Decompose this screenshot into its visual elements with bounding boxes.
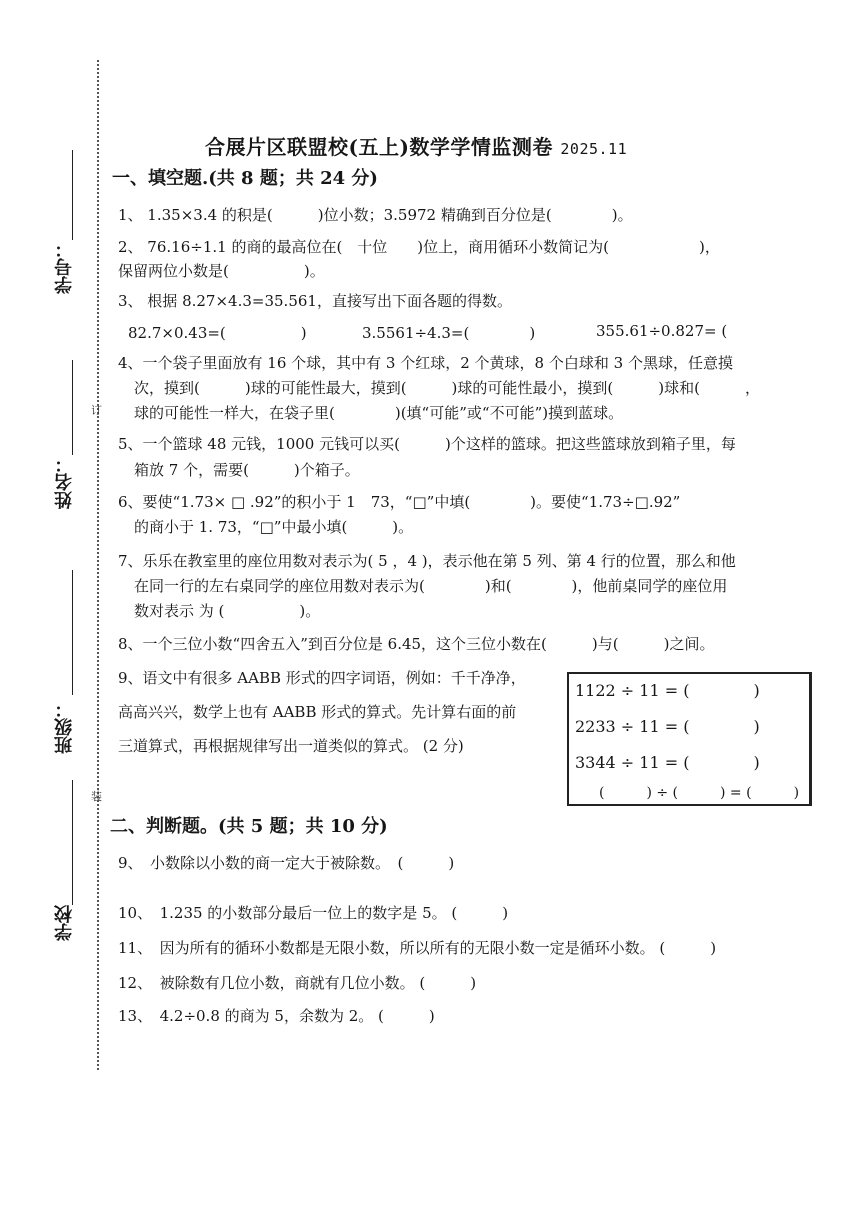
- class-line: [72, 570, 73, 695]
- equation-2: 2233 ÷ 11 = ( ): [575, 717, 760, 736]
- equation-box: [567, 672, 812, 806]
- judge-question-13: 13、 4.2÷0.8 的商为 5，余数为 2。 ( ): [118, 1007, 435, 1025]
- page-title: [205, 131, 627, 160]
- equation-3: 3344 ÷ 11 = ( ): [575, 753, 760, 772]
- judge-question-12: 12、 被除数有几位小数，商就有几位小数。 ( ): [118, 974, 477, 992]
- question-3-c: 355.61÷0.827= (: [596, 322, 728, 340]
- question-8: 8、一个三位小数“四舍五入”到百分位是 6.45，这个三位小数在( )与( )之间。: [118, 635, 715, 653]
- section-2-header: 二、判断题。(共 5 题；共 10 分): [110, 816, 388, 837]
- question-3-a: 82.7×0.43=( ): [128, 324, 307, 342]
- question-9-line-1: 9、语文中有很多 AABB 形式的四字词语，例如：千千净净，: [118, 669, 526, 687]
- title-date: 2025.11: [560, 140, 628, 158]
- student-id-line: [72, 150, 73, 240]
- binding-mark-zhuang: 装: [91, 790, 102, 803]
- equation-1: 1122 ÷ 11 = ( ): [575, 681, 760, 700]
- class-label: 班级：: [54, 700, 75, 754]
- school-label: 学校: [54, 905, 75, 941]
- binding-mark-ding: 订: [91, 404, 102, 417]
- question-7-line-2: 在同一行的左右桌同学的座位用数对表示为( )和( )，他前桌同学的座位用: [134, 577, 728, 595]
- question-2-line-2: 保留两位小数是( )。: [118, 262, 325, 280]
- student-id-label: 学号：: [54, 240, 75, 294]
- school-line: [72, 780, 73, 905]
- question-2-line-1: 2、 76.16÷1.1 的商的最高位在( 十位 )位上，商用循环小数简记为( )，: [118, 238, 720, 256]
- name-label: 姓名：: [54, 455, 75, 509]
- question-4-line-3: 球的可能性一样大，在袋子里( )(填“可能”或“不可能”)摸到蓝球。: [134, 404, 624, 422]
- question-3-b: 3.5561÷4.3=( ): [362, 324, 536, 342]
- judge-question-9: 9、 小数除以小数的商一定大于被除数。 ( ): [118, 854, 455, 872]
- question-3-line-1: 3、 根据 8.27×4.3=35.561，直接写出下面各题的得数。: [118, 292, 512, 310]
- equation-4: ( ) ÷ ( ) = ( ): [599, 785, 800, 801]
- title-main: 合展片区联盟校(五上)数学学情监测卷: [205, 135, 553, 159]
- judge-question-10: 10、 1.235 的小数部分最后一位上的数字是 5。 ( ): [118, 904, 509, 922]
- question-9-line-2: 高高兴兴，数学上也有 AABB 形式的算式。先计算右面的前: [118, 703, 517, 721]
- question-7-line-1: 7、乐乐在教室里的座位用数对表示为( 5 ，4 )，表示他在第 5 列、第 4 行的位置，那么和他: [118, 552, 736, 570]
- binding-dotted-line: [97, 60, 99, 1070]
- judge-question-11: 11、 因为所有的循环小数都是无限小数，所以所有的无限小数一定是循环小数。 ( ): [118, 939, 717, 957]
- question-5-line-2: 箱放 7 个，需要( )个箱子。: [134, 461, 360, 479]
- question-5-line-1: 5、一个篮球 48 元钱，1000 元钱可以买( )个这样的篮球。把这些篮球放到箱子里，每: [118, 435, 736, 453]
- name-line: [72, 360, 73, 455]
- question-9-line-3: 三道算式，再根据规律写出一道类似的算式。 (2 分): [118, 737, 464, 755]
- question-4-line-2: 次，摸到( )球的可能性最大，摸到( )球的可能性最小，摸到( )球和( ，: [134, 379, 760, 397]
- section-1-header: 一、填空题.(共 8 题；共 24 分): [112, 168, 378, 189]
- question-1: 1、 1.35×3.4 的积是( )位小数；3.5972 精确到百分位是( )。: [118, 206, 633, 224]
- question-6-line-2: 的商小于 1. 73，“□”中最小填( )。: [134, 518, 414, 536]
- question-4-line-1: 4、一个袋子里面放有 16 个球，其中有 3 个红球，2 个黄球，8 个白球和 3 个黑球，任意摸: [118, 354, 733, 372]
- question-7-line-3: 数对表示 为 ( )。: [134, 602, 321, 620]
- question-6-line-1: 6、要使“1.73× □ .92”的积小于 1 73，“□”中填( )。要使“1.73÷□.92”: [118, 493, 681, 511]
